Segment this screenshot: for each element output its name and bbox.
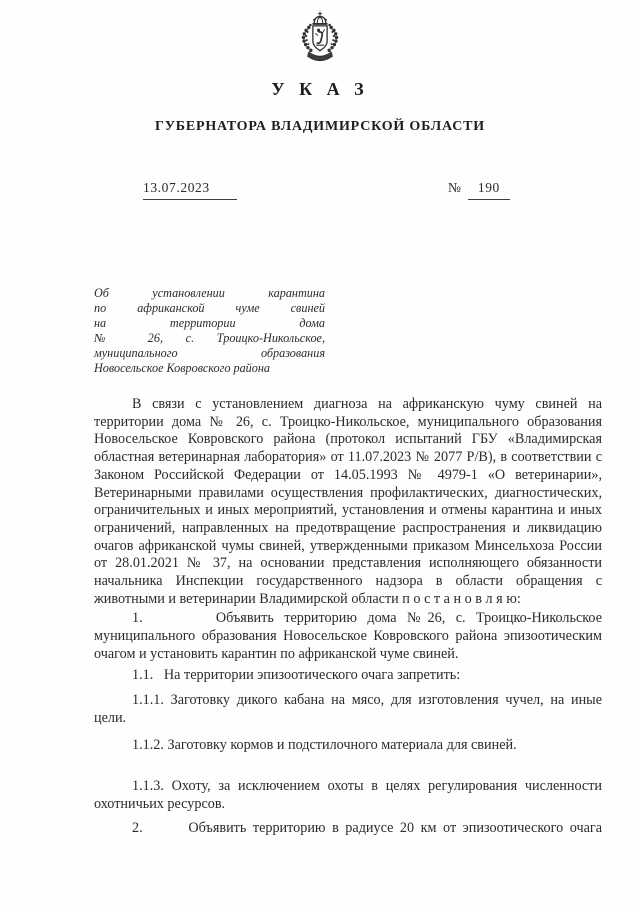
decree-number: 190 xyxy=(468,180,510,200)
coat-of-arms-icon xyxy=(292,11,348,65)
subject-line: муниципального образования xyxy=(94,345,325,360)
subject-line: Об установлении карантина xyxy=(94,286,325,300)
item-1-1-1-paragraph: 1.1.1. Заготовку дикого кабана на мясо, для изготовления чучел, на иные цели. xyxy=(94,692,602,726)
decree-body xyxy=(94,396,602,837)
subject-line: Новосельское Ковровского района xyxy=(94,360,271,375)
item-2-paragraph: 2. Объявить территорию в радиусе 20 км от эпизоотического очага xyxy=(132,819,602,836)
authority-title: ГУБЕРНАТОРА ВЛАДИМИРСКОЙ ОБЛАСТИ xyxy=(155,119,485,134)
decree-date: 13.07.2023 xyxy=(143,180,237,200)
item-1-1-paragraph: 1.1. На территории эпизоотического очага запретить: xyxy=(132,666,461,683)
item-1-1-3-paragraph: 1.1.3. Охоту, за исключением охоты в целях регулирования численности охотничьих ресурсов. xyxy=(94,778,602,813)
preamble-paragraph: В связи с установлением диагноза на африканскую чуму свиней на территории дома № 26, с. Троицко-Никольское, муниципального образования Новосельское Ковровского района (протокол испытаний ГБУ «Владимирская областная ветеринарная лаборатория» от 11.07.2023 № 2077 Р/В), в соответствии с Законом Российской Федерации от 14.05.1993 № 4979-1 «О ветеринарии», Ветеринарными правилами осуществления профилактических, диагностических, ограничительных и иных мероприятий, установления и отмены карантина и иных ограничений, направленных на предотвращение распространения и ликвидацию очагов африканской чумы свиней, утвержденными приказом Минсельхоза России от 28.01.2021 № 37, на основании представления исполняющего обязанности начальника Инспекции государственного надзора в области обращения с животными и ветеринарии Владимирской области п о с т а н о в л я ю: xyxy=(94,396,602,607)
subject-line: № 26, с. Троицко-Никольское, xyxy=(94,330,325,345)
decree-type-title: У К А З xyxy=(271,79,369,99)
item-1-paragraph: 1. Объявить территорию дома №26, с. Троицко-Никольское муниципального образования Новосельское Ковровского района эпизоотическим очагом и установить карантин по африканской чуме свиней. xyxy=(94,610,602,662)
decree-subject-block xyxy=(94,286,325,375)
decree-number-field xyxy=(448,180,510,200)
subject-line: на территории дома xyxy=(94,315,325,330)
subject-line: по африканской чуме свиней xyxy=(94,300,325,315)
item-1-1-2-paragraph: 1.1.2. Заготовку кормов и подстилочного материала для свиней. xyxy=(132,736,517,753)
number-sign: № xyxy=(448,180,461,195)
